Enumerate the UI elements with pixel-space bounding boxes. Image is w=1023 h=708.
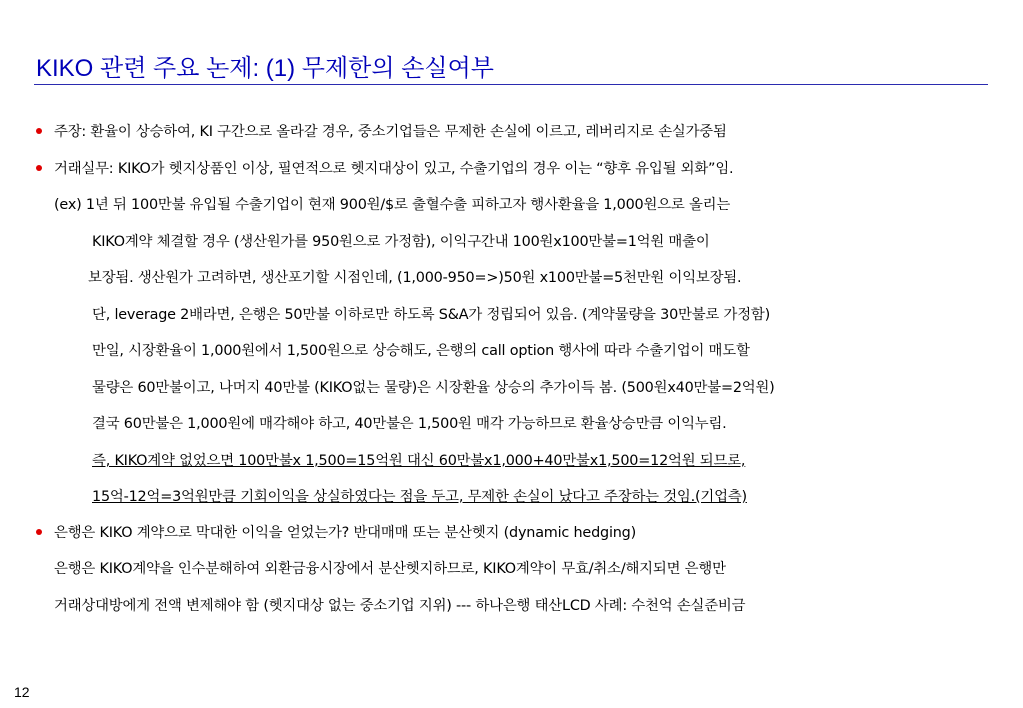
title-divider	[34, 84, 988, 85]
bullet-icon	[36, 529, 42, 535]
example-line: 보장됨. 생산원가 고려하면, 생산포기할 시점인데, (1,000-950=>)50원 x100만불=5천만원 이익보장됨.	[88, 270, 742, 286]
bank-detail-line: 은행은 KIKO계약을 인수분해하여 외환금융시장에서 분산헷지하므로, KIKO계약이 무효/취소/해지되면 은행만	[54, 561, 726, 577]
bullet-icon	[36, 128, 42, 134]
example-line: 만일, 시장환율이 1,000원에서 1,500원으로 상승해도, 은행의 call option 행사에 따라 수출기업이 매도할	[92, 343, 750, 359]
bank-detail-line: 거래상대방에게 전액 변제해야 함 (헷지대상 없는 중소기업 지위) --- 하나은행 태산LCD 사례: 수천억 손실준비금	[54, 598, 746, 614]
underlined-conclusion-line: 15억-12억=3억원만큼 기회이익을 상실하였다는 점을 두고, 무제한 손실이 났다고 주장하는 것임.(기업측)	[92, 489, 747, 505]
example-line: 물량은 60만불이고, 나머지 40만불 (KIKO없는 물량)은 시장환율 상승의 추가이득 봄. (500원x40만불=2억원)	[92, 380, 775, 396]
page-number: 12	[14, 684, 30, 700]
bullet-line-claim: 주장: 환율이 상승하여, KI 구간으로 올라갈 경우, 중소기업들은 무제한 손실에 이르고, 레버리지로 손실가중됨	[54, 124, 727, 140]
example-line: (ex) 1년 뒤 100만불 유입될 수출기업이 현재 900원/$로 출혈수출 피하고자 행사환율을 1,000원으로 올리는	[54, 197, 731, 213]
example-line: 단, leverage 2배라면, 은행은 50만불 이하로만 하도록 S&A가 정립되어 있음. (계약물량을 30만불로 가정함)	[92, 307, 771, 323]
bullet-line-practice: 거래실무: KIKO가 헷지상품인 이상, 필연적으로 헷지대상이 있고, 수출기업의 경우 이는 “향후 유입될 외화”임.	[54, 161, 734, 177]
underlined-conclusion-line: 즉, KIKO계약 없었으면 100만불x 1,500=15억원 대신 60만불x1,000+40만불x1,500=12억원 되므로,	[92, 453, 746, 469]
example-line: KIKO계약 체결할 경우 (생산원가를 950원으로 가정함), 이익구간내 100원x100만불=1억원 매출이	[92, 234, 710, 250]
bullet-icon	[36, 165, 42, 171]
bullet-line-bank: 은행은 KIKO 계약으로 막대한 이익을 얻었는가? 반대매매 또는 분산헷지 (dynamic hedging)	[54, 525, 637, 541]
example-line: 결국 60만불은 1,000원에 매각해야 하고, 40만불은 1,500원 매각 가능하므로 환율상승만큼 이익누림.	[92, 416, 727, 432]
slide-title: KIKO 관련 주요 논제: (1) 무제한의 손실여부	[36, 55, 494, 82]
